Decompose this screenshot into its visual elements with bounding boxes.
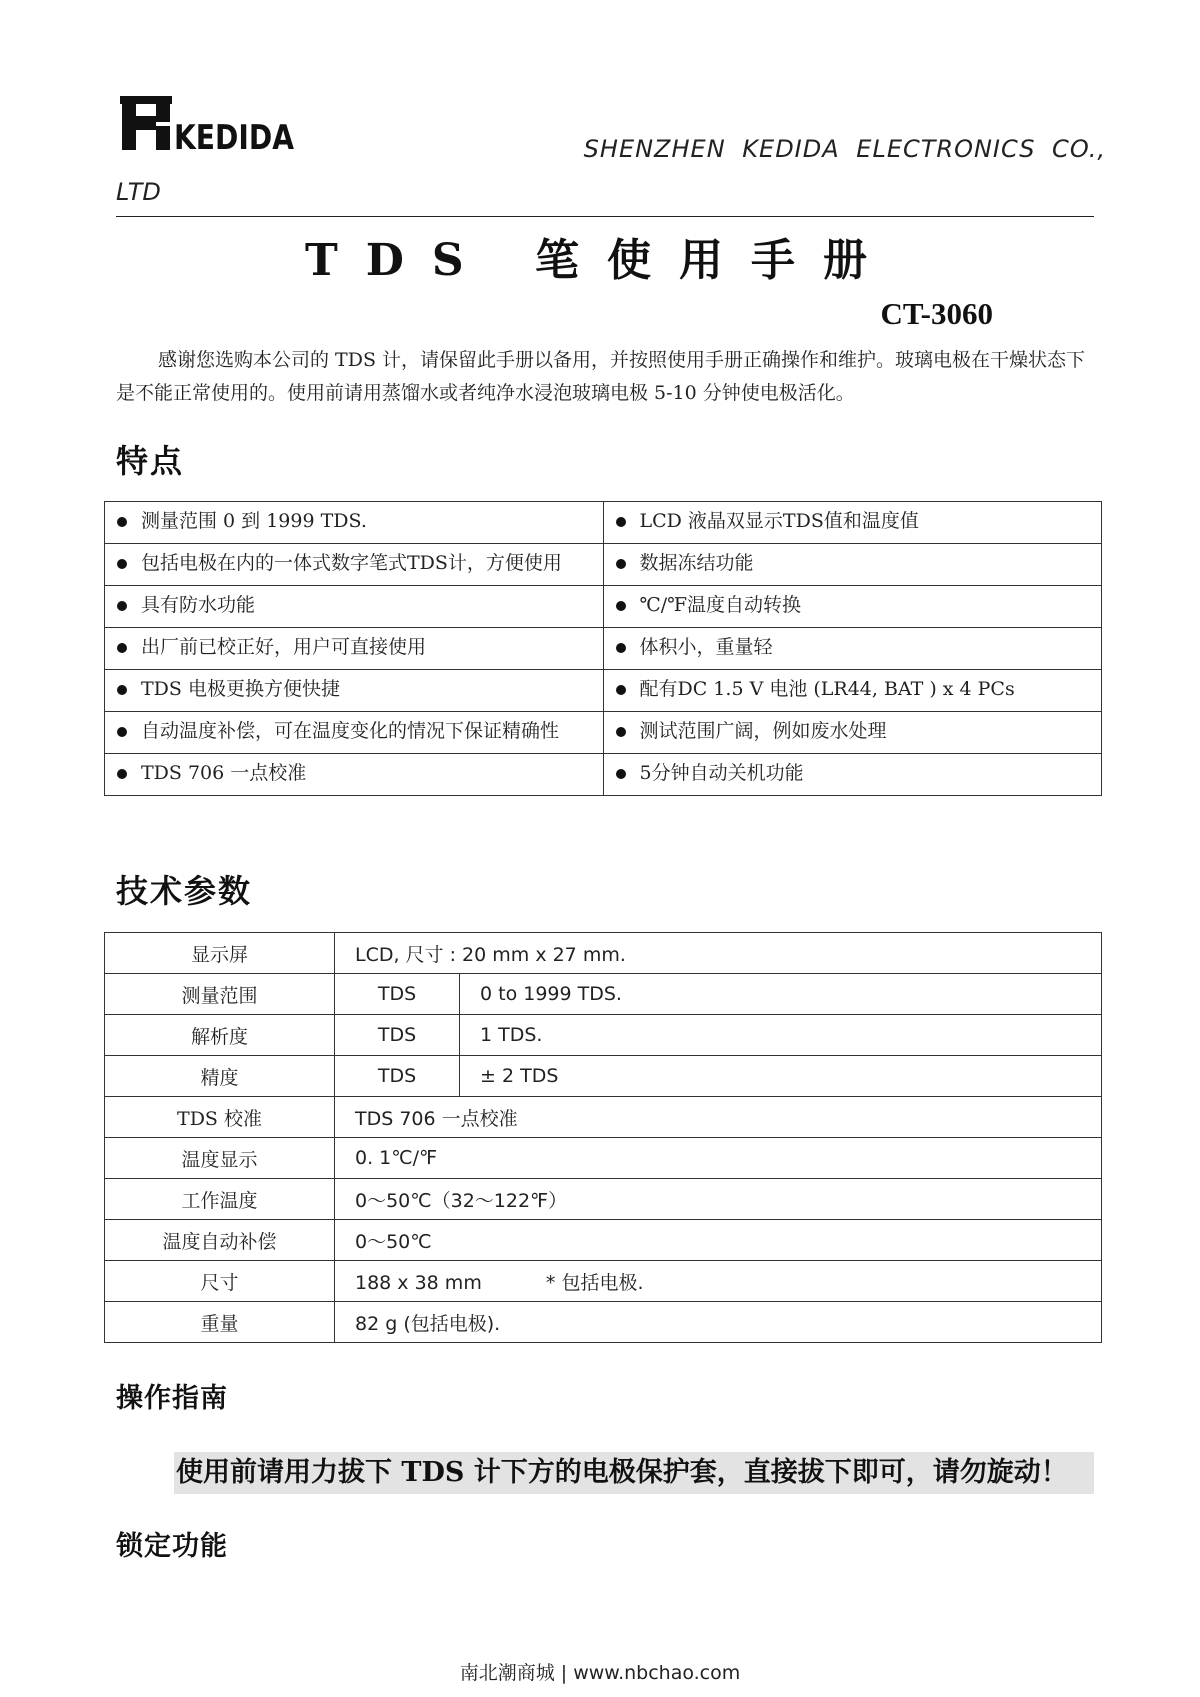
table-row	[105, 502, 1102, 544]
spec-label: TDS 校准	[105, 1097, 335, 1138]
bullet-icon	[616, 601, 626, 611]
spec-label: 解析度	[105, 1015, 335, 1056]
features-table	[104, 501, 1102, 796]
size-note: * 包括电极.	[545, 1271, 644, 1294]
footer-watermark: 南北潮商城 | www.nbchao.com	[459, 1662, 741, 1684]
table-row	[105, 670, 1102, 712]
table-row	[105, 1302, 1102, 1343]
spec-value	[335, 1261, 1102, 1302]
spec-value: TDS 706 一点校准	[335, 1097, 1102, 1138]
kedida-logo-graphic	[120, 96, 300, 158]
bullet-icon	[616, 559, 626, 569]
table-row	[105, 1138, 1102, 1179]
bullet-icon	[117, 727, 127, 737]
spec-value: 0～50℃（32～122℉）	[335, 1179, 1102, 1220]
model-number: CT-3060	[880, 296, 993, 331]
spec-label: 重量	[105, 1302, 335, 1343]
table-row	[105, 1097, 1102, 1138]
bullet-icon	[616, 643, 626, 653]
bullet-icon	[117, 601, 127, 611]
feature-item: TDS 706 一点校准	[141, 762, 307, 784]
bullet-icon	[117, 517, 127, 527]
table-row	[105, 628, 1102, 670]
spec-sublabel: TDS	[335, 1015, 460, 1056]
spec-label: 精度	[105, 1056, 335, 1097]
table-row	[105, 1015, 1102, 1056]
spec-label: 温度自动补偿	[105, 1220, 335, 1261]
feature-item: TDS 电极更换方便快捷	[141, 678, 340, 700]
bullet-icon	[117, 769, 127, 779]
feature-item: 体积小，重量轻	[639, 636, 773, 658]
feature-item: 包括电极在内的一体式数字笔式TDS计，方便使用	[141, 552, 562, 574]
spec-label: 温度显示	[105, 1138, 335, 1179]
feature-item: 测试范围广阔，例如废水处理	[639, 720, 887, 742]
spec-label: 尺寸	[105, 1261, 335, 1302]
table-row	[105, 933, 1102, 974]
spec-value: LCD, 尺寸 : 20 mm x 27 mm.	[335, 933, 1102, 974]
spec-value: 1 TDS.	[460, 1015, 1102, 1056]
header-divider	[116, 216, 1094, 217]
spec-label: 测量范围	[105, 974, 335, 1015]
spec-value: ± 2 TDS	[460, 1056, 1102, 1097]
operation-heading: 操作指南	[116, 1383, 228, 1414]
svg-text:KEDIDA: KEDIDA	[174, 118, 295, 158]
document-title: TDS 笔使用手册	[305, 235, 895, 286]
spec-value: 0. 1℃/℉	[335, 1138, 1102, 1179]
table-row	[105, 1056, 1102, 1097]
feature-item: ℃/℉温度自动转换	[639, 594, 802, 616]
size-value: 188 x 38 mm	[355, 1271, 482, 1294]
specs-heading: 技术参数	[116, 872, 253, 910]
bullet-icon	[117, 643, 127, 653]
table-row	[105, 586, 1102, 628]
table-row	[105, 1261, 1102, 1302]
spec-sublabel: TDS	[335, 974, 460, 1015]
bullet-icon	[616, 727, 626, 737]
company-name: SHENZHEN KEDIDA ELECTRONICS CO.,	[583, 135, 1106, 163]
table-row	[105, 712, 1102, 754]
spec-value: 82 g (包括电极).	[335, 1302, 1102, 1343]
table-row	[105, 1179, 1102, 1220]
feature-item: 5分钟自动关机功能	[639, 762, 804, 784]
features-heading: 特点	[116, 442, 185, 480]
spec-sublabel: TDS	[335, 1056, 460, 1097]
lock-heading: 锁定功能	[116, 1531, 228, 1562]
bullet-icon	[117, 685, 127, 695]
feature-item: 测量范围 0 到 1999 TDS.	[141, 510, 367, 532]
spec-label: 显示屏	[105, 933, 335, 974]
feature-item: 自动温度补偿，可在温度变化的情况下保证精确性	[141, 720, 560, 742]
spec-label: 工作温度	[105, 1179, 335, 1220]
company-name-suffix: LTD	[116, 178, 161, 206]
bullet-icon	[616, 685, 626, 695]
feature-item: 出厂前已校正好，用户可直接使用	[141, 636, 427, 658]
intro-paragraph: 感谢您选购本公司的 TDS 计，请保留此手册以备用，并按照使用手册正确操作和维护。玻璃电极在干燥状态下是不能正常使用的。使用前请用蒸馏水或者纯净水浸泡玻璃电极 5-10 分钟使电极活化。	[116, 349, 1086, 404]
table-row	[105, 754, 1102, 796]
table-row	[105, 1220, 1102, 1261]
spec-value: 0～50℃	[335, 1220, 1102, 1261]
table-row	[105, 544, 1102, 586]
table-row	[105, 974, 1102, 1015]
spec-value: 0 to 1999 TDS.	[460, 974, 1102, 1015]
specs-table	[104, 932, 1102, 1343]
feature-item: LCD 液晶双显示TDS值和温度值	[639, 510, 919, 532]
kedida-logo	[120, 96, 300, 158]
feature-item: 数据冻结功能	[639, 552, 754, 574]
feature-item: 配有DC 1.5 V 电池 (LR44, BAT ) x 4 PCs	[639, 678, 1015, 700]
warning-notice: 使用前请用力拔下 TDS 计下方的电极保护套，直接拔下即可，请勿旋动！	[174, 1452, 1094, 1494]
bullet-icon	[616, 517, 626, 527]
bullet-icon	[616, 769, 626, 779]
bullet-icon	[117, 559, 127, 569]
feature-item: 具有防水功能	[141, 594, 256, 616]
